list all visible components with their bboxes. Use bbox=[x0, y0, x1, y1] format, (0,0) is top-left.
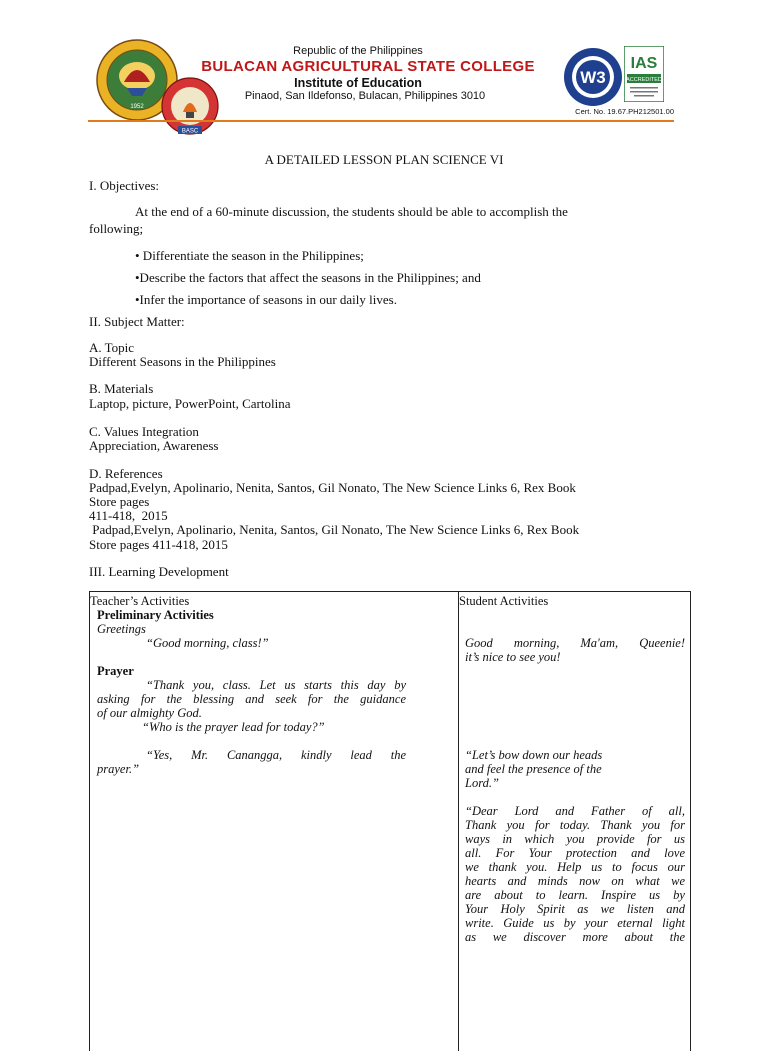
teacher-prayer-question: “Who is the prayer lead for today?” bbox=[142, 720, 325, 734]
header-institute: Institute of Education bbox=[294, 76, 422, 90]
header-address: Pinaod, San Ildefonso, Bulacan, Philippines 3010 bbox=[244, 90, 486, 102]
student-prayer-line: write. Guide us by your eternal light bbox=[465, 916, 685, 930]
w3-certification-logo bbox=[562, 46, 624, 108]
ias-accreditation-logo bbox=[624, 46, 664, 102]
header-divider bbox=[88, 120, 674, 122]
values-integration-value: Appreciation, Awareness bbox=[89, 438, 219, 453]
student-activities-header: Student Activities bbox=[459, 594, 549, 608]
teacher-prayer-line: asking for the blessing and seek for the guidance bbox=[97, 692, 406, 706]
table-column-divider bbox=[458, 591, 459, 1051]
preliminary-activities-heading: Preliminary Activities bbox=[97, 608, 214, 622]
student-prayer-line: we thank you. Help us to focus our bbox=[465, 860, 685, 874]
student-prayer-line: ways in which you provide for us bbox=[465, 832, 685, 846]
reference-line: Padpad,Evelyn, Apolinario, Nenita, Santos, Gil Nonato, The New Science Links 6, Rex Book bbox=[89, 480, 576, 495]
materials-value: Laptop, picture, PowerPoint, Cartolina bbox=[89, 396, 291, 411]
student-bow-line: “Let’s bow down our heads bbox=[465, 748, 603, 762]
teacher-activities-header: Teacher’s Activities bbox=[90, 594, 190, 608]
student-bow-line: and feel the presence of the bbox=[465, 762, 602, 776]
student-prayer-line: all. For Your protection and love bbox=[465, 846, 685, 860]
reference-line: Padpad,Evelyn, Apolinario, Nenita, Santos, Gil Nonato, The New Science Links 6, Rex Book bbox=[89, 522, 580, 537]
svg-text:W3: W3 bbox=[580, 68, 606, 87]
student-greeting-line: it’s nice to see you! bbox=[465, 650, 561, 664]
teacher-greeting-line: “Good morning, class!” bbox=[146, 636, 269, 650]
teacher-prayer-line: “Thank you, class. Let us starts this day by bbox=[146, 678, 406, 692]
topic-label: A. Topic bbox=[89, 340, 135, 355]
student-bow-line: Lord.” bbox=[465, 776, 499, 790]
learning-development-heading: III. Learning Development bbox=[89, 564, 229, 579]
materials-label: B. Materials bbox=[89, 381, 154, 396]
objectives-intro-line-1: At the end of a 60-minute discussion, the students should be able to accomplish the bbox=[135, 204, 568, 219]
subject-matter-heading: II. Subject Matter: bbox=[89, 314, 185, 329]
student-prayer-line: “Dear Lord and Father of all, bbox=[465, 804, 685, 818]
objectives-intro-line-2: following; bbox=[89, 221, 144, 236]
student-prayer-line: as we discover more about the bbox=[465, 930, 685, 944]
svg-text:ACCREDITED: ACCREDITED bbox=[626, 77, 662, 83]
certificate-number: Cert. No. 19.67.PH212501.00 bbox=[575, 107, 674, 116]
objective-item: •Infer the importance of seasons in our daily lives. bbox=[135, 292, 397, 307]
svg-text:1952: 1952 bbox=[130, 104, 144, 110]
student-prayer-line: are about to learn. Inspire us by bbox=[465, 888, 685, 902]
objectives-heading: I. Objectives: bbox=[89, 178, 160, 193]
header-college-name: BULACAN AGRICULTURAL STATE COLLEGE bbox=[201, 58, 535, 75]
student-greeting-line: Good morning, Ma'am, Queenie! bbox=[465, 636, 685, 650]
teacher-lead-line: prayer.” bbox=[97, 762, 140, 776]
objective-item: • Differentiate the season in the Philippines; bbox=[135, 248, 364, 263]
svg-text:IAS: IAS bbox=[630, 55, 658, 72]
teacher-prayer-line: of our almighty God. bbox=[97, 706, 202, 720]
reference-line: Store pages 411-418, 2015 bbox=[89, 537, 228, 552]
student-prayer-line: Your Holy Spirit as we listen and bbox=[465, 902, 685, 916]
prayer-heading: Prayer bbox=[97, 664, 134, 678]
student-prayer-line: hearts and minds now on what we bbox=[465, 874, 685, 888]
student-prayer-line: Thank you for today. Thank you for bbox=[465, 818, 685, 832]
objective-item: •Describe the factors that affect the seasons in the Philippines; and bbox=[135, 270, 481, 285]
reference-line: 411-418, 2015 bbox=[89, 508, 168, 523]
greetings-label: Greetings bbox=[97, 622, 146, 636]
svg-text:BASC: BASC bbox=[181, 128, 199, 135]
values-integration-label: C. Values Integration bbox=[89, 424, 199, 439]
document-title: A DETAILED LESSON PLAN SCIENCE VI bbox=[264, 152, 504, 167]
references-label: D. References bbox=[89, 466, 163, 481]
topic-value: Different Seasons in the Philippines bbox=[89, 354, 276, 369]
college-seal-logo bbox=[82, 38, 222, 138]
teacher-lead-line: “Yes, Mr. Canangga, kindly lead the bbox=[146, 748, 406, 762]
header-country: Republic of the Philippines bbox=[293, 45, 423, 57]
reference-line: Store pages bbox=[89, 494, 150, 509]
